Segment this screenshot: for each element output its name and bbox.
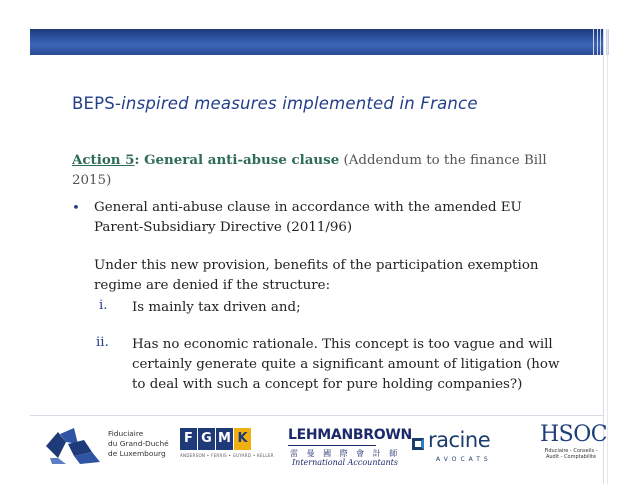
list-item: Has no economic rationale. This concept is too vague and will certainly generate quite a significant amount of litigation (how to deal with such a concept for pure holding companies?)	[132, 337, 560, 392]
list-item: Is mainly tax driven and;	[132, 300, 301, 315]
bullet-marker: •	[72, 201, 80, 216]
action-heading: Action 5: General anti-abuse clause (Addendum to the finance Bill 2015)	[72, 152, 547, 188]
fgmk-letter: G	[198, 428, 215, 450]
list-number: ii.	[96, 335, 109, 350]
right-border-line-2	[607, 29, 608, 484]
racine-mark-icon	[412, 438, 424, 450]
fgmk-letter: M	[216, 428, 233, 450]
list-number: i.	[99, 298, 108, 313]
lehman-subtitle: International Accountants	[292, 458, 398, 467]
right-border-line	[603, 29, 604, 484]
body-paragraph: Under this new provision, benefits of the participation exemption regime are denied if the structure:	[94, 258, 539, 293]
lehman-divider	[288, 445, 376, 446]
fgmk-letter: K	[234, 428, 251, 450]
fgmk-subtitle: ANDERSON • FERRIS • GUYARD • KELLER	[180, 453, 274, 458]
luxembourg-logo-text: Fiduciaire du Grand-Duché de Luxembourg	[108, 429, 169, 458]
fgmk-letter: F	[180, 428, 197, 450]
bullet-text: General anti-abuse clause in accordance with the amended EU Parent-Subsidiary Directive (2011/96)	[94, 200, 522, 235]
racine-subtitle: AVOCATS	[436, 456, 492, 463]
slide-title: BEPS-inspired measures implemented in France	[72, 94, 478, 113]
luxembourg-fiduciary-logo	[44, 426, 102, 466]
header-bar	[30, 29, 603, 55]
lehman-brown-logo: LEHMANBROWN	[288, 427, 412, 443]
footer-divider	[30, 415, 603, 416]
lehman-chinese: 雷 曼 國 際 會 計 師	[290, 449, 401, 458]
fgmk-logo	[180, 428, 252, 450]
header-stripes	[591, 29, 611, 55]
hsoc-subtitle: Fiduciaire - Conseils - Audit - Comptabilité	[544, 448, 598, 460]
racine-logo: racine	[428, 428, 491, 452]
hsoc-logo: HSOC	[540, 422, 608, 447]
